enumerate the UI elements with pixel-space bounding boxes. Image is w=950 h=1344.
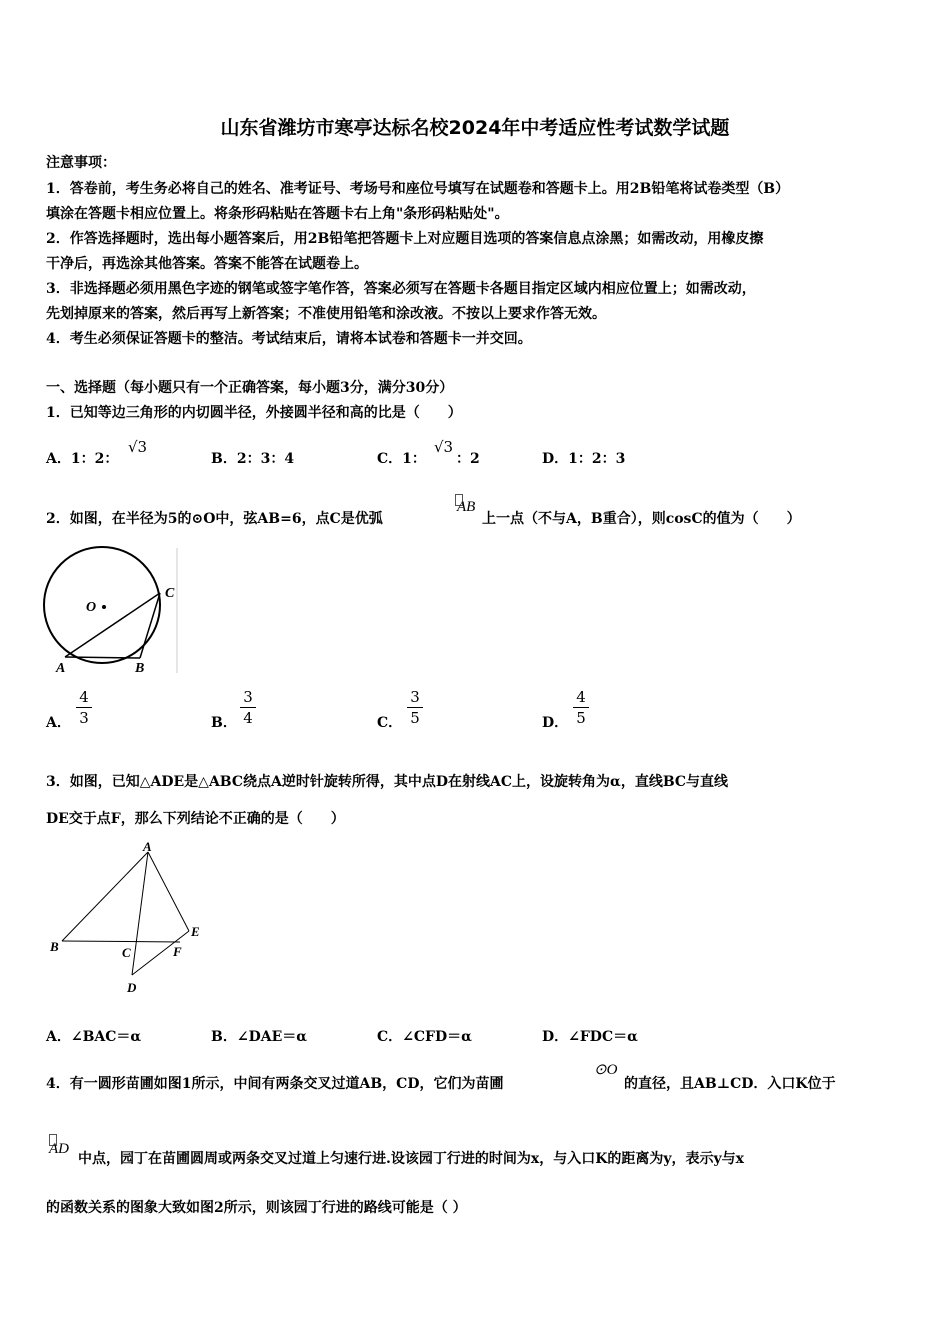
q3-choice-d: D．∠FDC＝α [542,1029,638,1045]
frac-bar [76,707,92,708]
q3-label-b: B [50,939,59,954]
q4-arc-ad: AD [49,1141,69,1157]
q1-choice-a [46,448,118,468]
q1-choice-b: B．2：3：4 [211,451,295,467]
q3-figure [42,838,212,998]
section-heading: 一、选择题（每小题只有一个正确答案，每小题3分，满分30分） [46,380,454,396]
notes-line: 4．考生必须保证答题卡的整洁。考试结束后，请将本试卷和答题卡一并交回。 [46,331,532,347]
q2-center-dot [102,605,106,609]
q4-circle-o: ⊙O [594,1062,618,1078]
notes-line: 1．答卷前，考生务必将自己的姓名、准考证号、考场号和座位号填写在试题卷和答题卡上。用2B铅笔将试卷类型（B） [46,181,790,197]
q2-label-c: C [165,586,175,601]
q3-choice-b: B．∠DAE＝α [211,1029,308,1045]
q3-label-c: C [122,945,131,960]
q4-line1a: 4．有一圆形苗圃如图1所示，中间有两条交叉过道AB，CD，它们为苗圃 [46,1076,504,1092]
frac-bar [407,707,423,708]
q2-arc-ab: AB [457,499,476,515]
frac-bar [240,707,256,708]
q2-label-a: A [56,661,66,675]
frac-num: 3 [243,688,253,706]
q1-choice-a-sqrt: √3 [128,438,148,456]
q3-line-bf [62,941,180,942]
q3-line-ab [62,852,148,941]
q2-choice-c-label: C． [377,715,403,731]
q2-choice-b-frac [240,688,256,727]
frac-num: 4 [576,688,586,706]
q3-label-e: E [191,924,200,939]
q3-line-ad [132,852,148,975]
notes-line: 2．作答选择题时，选出每小题答案后，用2B铅笔把答题卡上对应题目选项的答案信息点涂黑；如需改动，用橡皮擦 [46,231,764,247]
frac-bar [573,707,589,708]
q2-choice-a-label: A． [46,715,71,731]
q3-line-ae [148,852,189,931]
notes-line: 干净后，再选涂其他答案。答案不能答在试题卷上。 [46,256,368,272]
q3-label-d: D [127,980,137,995]
frac-num: 3 [410,688,420,706]
q2-chord-ac [65,593,160,657]
frac-den: 5 [576,709,586,727]
q2-choice-b-label: B． [211,715,237,731]
notes-line: 3．非选择题必须用黑色字迹的钢笔或签字笔作答，答案必须写在答题卡各题目指定区域内相应位置上；如需改动， [46,281,756,297]
q2-chord-ab [65,657,140,658]
q2-figure [40,545,185,675]
frac-den: 3 [79,709,89,727]
q2-label-o: O [86,600,97,615]
notes-heading: 注意事项： [46,155,116,171]
q3-label-a: A [143,839,152,854]
q1-choice-c: C．1： [377,451,426,467]
q3-line2: DE交于点F，那么下列结论不正确的是（ ） [46,811,345,827]
frac-num: 4 [79,688,89,706]
q2-stem-a: 2．如图，在半径为5的⊙O中，弦AB=6，点C是优弧 [46,511,383,527]
q3-choice-c: C．∠CFD＝α [377,1029,472,1045]
page-title: 山东省潍坊市寒亭达标名校2024年中考适应性考试数学试题 [220,117,730,139]
q2-stem-b: 上一点（不与A，B重合），则cosC的值为（ ） [482,511,801,527]
q3-line1: 3．如图，已知△ADE是△ABC绕点A逆时针旋转所得，其中点D在射线AC上，设旋转角为α，直线BC与直线 [46,774,729,790]
q1-choice-a-label: A．1：2： [46,451,119,467]
frac-den: 5 [410,709,420,727]
q1-choice-c-sqrt: √3 [434,438,454,456]
q3-choice-a: A．∠BAC＝α [46,1029,142,1045]
frac-den: 4 [243,709,253,727]
q2-choice-c-frac [407,688,423,727]
q1-choice-c-suffix: ：2 [456,451,480,467]
q2-choice-d-label: D． [542,715,569,731]
notes-line: 填涂在答题卡相应位置上。将条形码粘贴在答题卡右上角"条形码粘贴处"。 [46,206,509,222]
q2-choice-a-frac [76,688,92,727]
q1-stem: 1．已知等边三角形的内切圆半径，外接圆半径和高的比是（ ） [46,405,462,421]
q4-line1b: 的直径，且AB⊥CD．入口K位于 [624,1076,836,1092]
q2-choice-d-frac [573,688,589,727]
q4-line2: 中点，园丁在苗圃圆周或两条交叉过道上匀速行进.设该园丁行进的时间为x，与入口K的距离为y，表示y与x [78,1151,745,1167]
q2-label-b: B [135,661,145,675]
notes-line: 先划掉原来的答案，然后再写上新答案；不准使用铅笔和涂改液。不按以上要求作答无效。 [46,306,606,322]
q1-choice-d: D．1：2：3 [542,451,626,467]
q4-line3: 的函数关系的图象大致如图2所示，则该园丁行进的路线可能是（ ） [46,1200,467,1216]
q3-label-f: F [173,944,182,959]
